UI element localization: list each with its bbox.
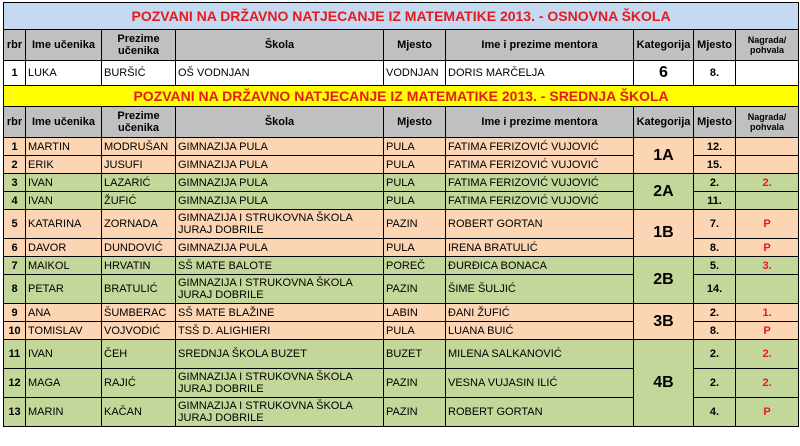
cell-mentor: VESNA VUJASIN ILIĆ — [446, 369, 634, 398]
cell-mentor: ĐANI ŽUFIĆ — [446, 304, 634, 322]
cell-ime: IVAN — [26, 340, 102, 369]
header-mjesto-rank: Mjesto — [694, 30, 736, 61]
cell-rank: 2. — [694, 340, 736, 369]
cell-skola: GIMNAZIJA I STRUKOVNA ŠKOLA JURAJ DOBRILE — [176, 369, 384, 398]
cell-skola: GIMNAZIJA PULA — [176, 138, 384, 156]
cell-prezime: MODRUŠAN — [102, 138, 176, 156]
cell-prezime: ČEH — [102, 340, 176, 369]
cell-ime: KATARINA — [26, 210, 102, 239]
table-row — [4, 257, 799, 275]
table-row — [4, 340, 799, 369]
title-osnovna: POZVANI NA DRŽAVNO NATJECANJE IZ MATEMATIKE 2013. - OSNOVNA ŠKOLA — [4, 3, 799, 30]
cell-mjesto: PULA — [384, 138, 446, 156]
table-row — [4, 138, 799, 156]
cell-mjesto: PAZIN — [384, 210, 446, 239]
cell-rbr: 5 — [4, 210, 26, 239]
cell-rank: 11. — [694, 192, 736, 210]
cell-mjesto: PAZIN — [384, 369, 446, 398]
cell-mjesto: PULA — [384, 239, 446, 257]
cell-rbr: 13 — [4, 398, 26, 427]
cell-nagrada: 1. — [736, 304, 799, 322]
header-ime: Ime učenika — [26, 30, 102, 61]
cell-ime: IVAN — [26, 174, 102, 192]
header-rbr: rbr — [4, 107, 26, 138]
cell-rank: 5. — [694, 257, 736, 275]
cell-skola: GIMNAZIJA I STRUKOVNA ŠKOLA JURAJ DOBRILE — [176, 398, 384, 427]
cell-rbr: 7 — [4, 257, 26, 275]
cell-rbr: 3 — [4, 174, 26, 192]
cell-prezime: KAČAN — [102, 398, 176, 427]
cell-skola: OŠ VODNJAN — [176, 61, 384, 86]
cell-rank: 2. — [694, 304, 736, 322]
header-nagrada: Nagrada/ pohvala — [736, 107, 799, 138]
cell-mentor: ŠIME ŠULJIĆ — [446, 275, 634, 304]
cell-mjesto: VODNJAN — [384, 61, 446, 86]
header-kategorija: Kategorija — [634, 30, 694, 61]
cell-mjesto: PULA — [384, 192, 446, 210]
cell-rbr: 1 — [4, 138, 26, 156]
cell-rbr: 12 — [4, 369, 26, 398]
cell-ime: IVAN — [26, 192, 102, 210]
cell-kategorija: 4B — [634, 340, 694, 427]
cell-mjesto: PULA — [384, 156, 446, 174]
cell-skola: SREDNJA ŠKOLA BUZET — [176, 340, 384, 369]
cell-ime: PETAR — [26, 275, 102, 304]
cell-skola: GIMNAZIJA PULA — [176, 174, 384, 192]
cell-ime: DAVOR — [26, 239, 102, 257]
cell-mjesto: POREČ — [384, 257, 446, 275]
cell-rank: 8. — [694, 322, 736, 340]
cell-skola: GIMNAZIJA I STRUKOVNA ŠKOLA JURAJ DOBRILE — [176, 275, 384, 304]
cell-skola: SŠ MATE BLAŽINE — [176, 304, 384, 322]
cell-rbr: 8 — [4, 275, 26, 304]
table-row — [4, 174, 799, 192]
header-mjesto: Mjesto — [384, 107, 446, 138]
cell-prezime: VOJVODIĆ — [102, 322, 176, 340]
cell-skola: GIMNAZIJA PULA — [176, 192, 384, 210]
cell-mjesto: PULA — [384, 322, 446, 340]
header-mentor: Ime i prezime mentora — [446, 107, 634, 138]
cell-ime: TOMISLAV — [26, 322, 102, 340]
cell-nagrada: 2. — [736, 174, 799, 192]
table-row-osnovna — [4, 61, 799, 86]
cell-skola: GIMNAZIJA PULA — [176, 156, 384, 174]
header-ime: Ime učenika — [26, 107, 102, 138]
cell-nagrada: P — [736, 322, 799, 340]
cell-mentor: FATIMA FERIZOVIĆ VUJOVIĆ — [446, 156, 634, 174]
cell-rank: 7. — [694, 210, 736, 239]
cell-mjesto: LABIN — [384, 304, 446, 322]
results-table — [3, 2, 799, 427]
cell-kategorija: 1A — [634, 138, 694, 174]
cell-skola: SŠ MATE BALOTE — [176, 257, 384, 275]
cell-prezime: JUSUFI — [102, 156, 176, 174]
cell-nagrada — [736, 275, 799, 304]
cell-rank: 15. — [694, 156, 736, 174]
cell-mentor: LUANA BUIĆ — [446, 322, 634, 340]
cell-rank: 12. — [694, 138, 736, 156]
cell-rbr: 10 — [4, 322, 26, 340]
header-mjesto: Mjesto — [384, 30, 446, 61]
cell-skola: TSŠ D. ALIGHIERI — [176, 322, 384, 340]
cell-kategorija: 1B — [634, 210, 694, 257]
cell-prezime: ŽUFIĆ — [102, 192, 176, 210]
cell-nagrada: P — [736, 210, 799, 239]
cell-mentor: FATIMA FERIZOVIĆ VUJOVIĆ — [446, 138, 634, 156]
table-row — [4, 304, 799, 322]
cell-prezime: ZORNADA — [102, 210, 176, 239]
cell-ime: MAIKOL — [26, 257, 102, 275]
cell-mentor: ROBERT GORTAN — [446, 210, 634, 239]
cell-kategorija: 3B — [634, 304, 694, 340]
header-mentor: Ime i prezime mentora — [446, 30, 634, 61]
cell-kategorija: 2A — [634, 174, 694, 210]
cell-mjesto: BUZET — [384, 340, 446, 369]
cell-rank: 4. — [694, 398, 736, 427]
cell-rank: 8. — [694, 61, 736, 86]
cell-mentor: FATIMA FERIZOVIĆ VUJOVIĆ — [446, 192, 634, 210]
cell-mentor: MILENA SALKANOVIĆ — [446, 340, 634, 369]
cell-mjesto: PAZIN — [384, 275, 446, 304]
cell-nagrada: P — [736, 239, 799, 257]
cell-mentor: ĐURĐICA BONACA — [446, 257, 634, 275]
cell-ime: LUKA — [26, 61, 102, 86]
cell-skola: GIMNAZIJA PULA — [176, 239, 384, 257]
cell-ime: MAGA — [26, 369, 102, 398]
cell-rbr: 6 — [4, 239, 26, 257]
header-rbr: rbr — [4, 30, 26, 61]
header-prezime: Prezime učenika — [102, 107, 176, 138]
cell-nagrada — [736, 138, 799, 156]
cell-rbr: 9 — [4, 304, 26, 322]
cell-mentor: FATIMA FERIZOVIĆ VUJOVIĆ — [446, 174, 634, 192]
cell-ime: ERIK — [26, 156, 102, 174]
cell-rank: 2. — [694, 369, 736, 398]
cell-mentor: ROBERT GORTAN — [446, 398, 634, 427]
header-kategorija: Kategorija — [634, 107, 694, 138]
cell-ime: MARIN — [26, 398, 102, 427]
cell-nagrada: 2. — [736, 369, 799, 398]
cell-prezime: BURŠIĆ — [102, 61, 176, 86]
cell-nagrada — [736, 156, 799, 174]
cell-rank: 8. — [694, 239, 736, 257]
cell-rank: 14. — [694, 275, 736, 304]
header-row-srednja — [4, 107, 799, 138]
cell-nagrada — [736, 61, 799, 86]
cell-nagrada: P — [736, 398, 799, 427]
cell-prezime: HRVATIN — [102, 257, 176, 275]
header-mjesto-rank: Mjesto — [694, 107, 736, 138]
cell-kategorija: 2B — [634, 257, 694, 304]
cell-kategorija: 6 — [634, 61, 694, 86]
cell-prezime: DUNDOVIĆ — [102, 239, 176, 257]
cell-mjesto: PULA — [384, 174, 446, 192]
cell-prezime: BRATULIĆ — [102, 275, 176, 304]
cell-nagrada: 2. — [736, 340, 799, 369]
cell-rbr: 11 — [4, 340, 26, 369]
table-row — [4, 210, 799, 239]
title-srednja: POZVANI NA DRŽAVNO NATJECANJE IZ MATEMATIKE 2013. - SREDNJA ŠKOLA — [4, 86, 799, 107]
cell-rbr: 4 — [4, 192, 26, 210]
cell-nagrada — [736, 192, 799, 210]
cell-mentor: IRENA BRATULIĆ — [446, 239, 634, 257]
header-skola: Škola — [176, 30, 384, 61]
cell-rbr: 1 — [4, 61, 26, 86]
cell-prezime: RAJIĆ — [102, 369, 176, 398]
header-prezime: Prezime učenika — [102, 30, 176, 61]
cell-rbr: 2 — [4, 156, 26, 174]
cell-mjesto: PAZIN — [384, 398, 446, 427]
cell-prezime: LAZARIĆ — [102, 174, 176, 192]
cell-nagrada: 3. — [736, 257, 799, 275]
cell-ime: ANA — [26, 304, 102, 322]
cell-prezime: ŠUMBERAC — [102, 304, 176, 322]
header-skola: Škola — [176, 107, 384, 138]
cell-ime: MARTIN — [26, 138, 102, 156]
cell-mentor: DORIS MARČELJA — [446, 61, 634, 86]
header-nagrada: Nagrada/ pohvala — [736, 30, 799, 61]
header-row-osnovna — [4, 30, 799, 61]
cell-rank: 2. — [694, 174, 736, 192]
cell-skola: GIMNAZIJA I STRUKOVNA ŠKOLA JURAJ DOBRILE — [176, 210, 384, 239]
